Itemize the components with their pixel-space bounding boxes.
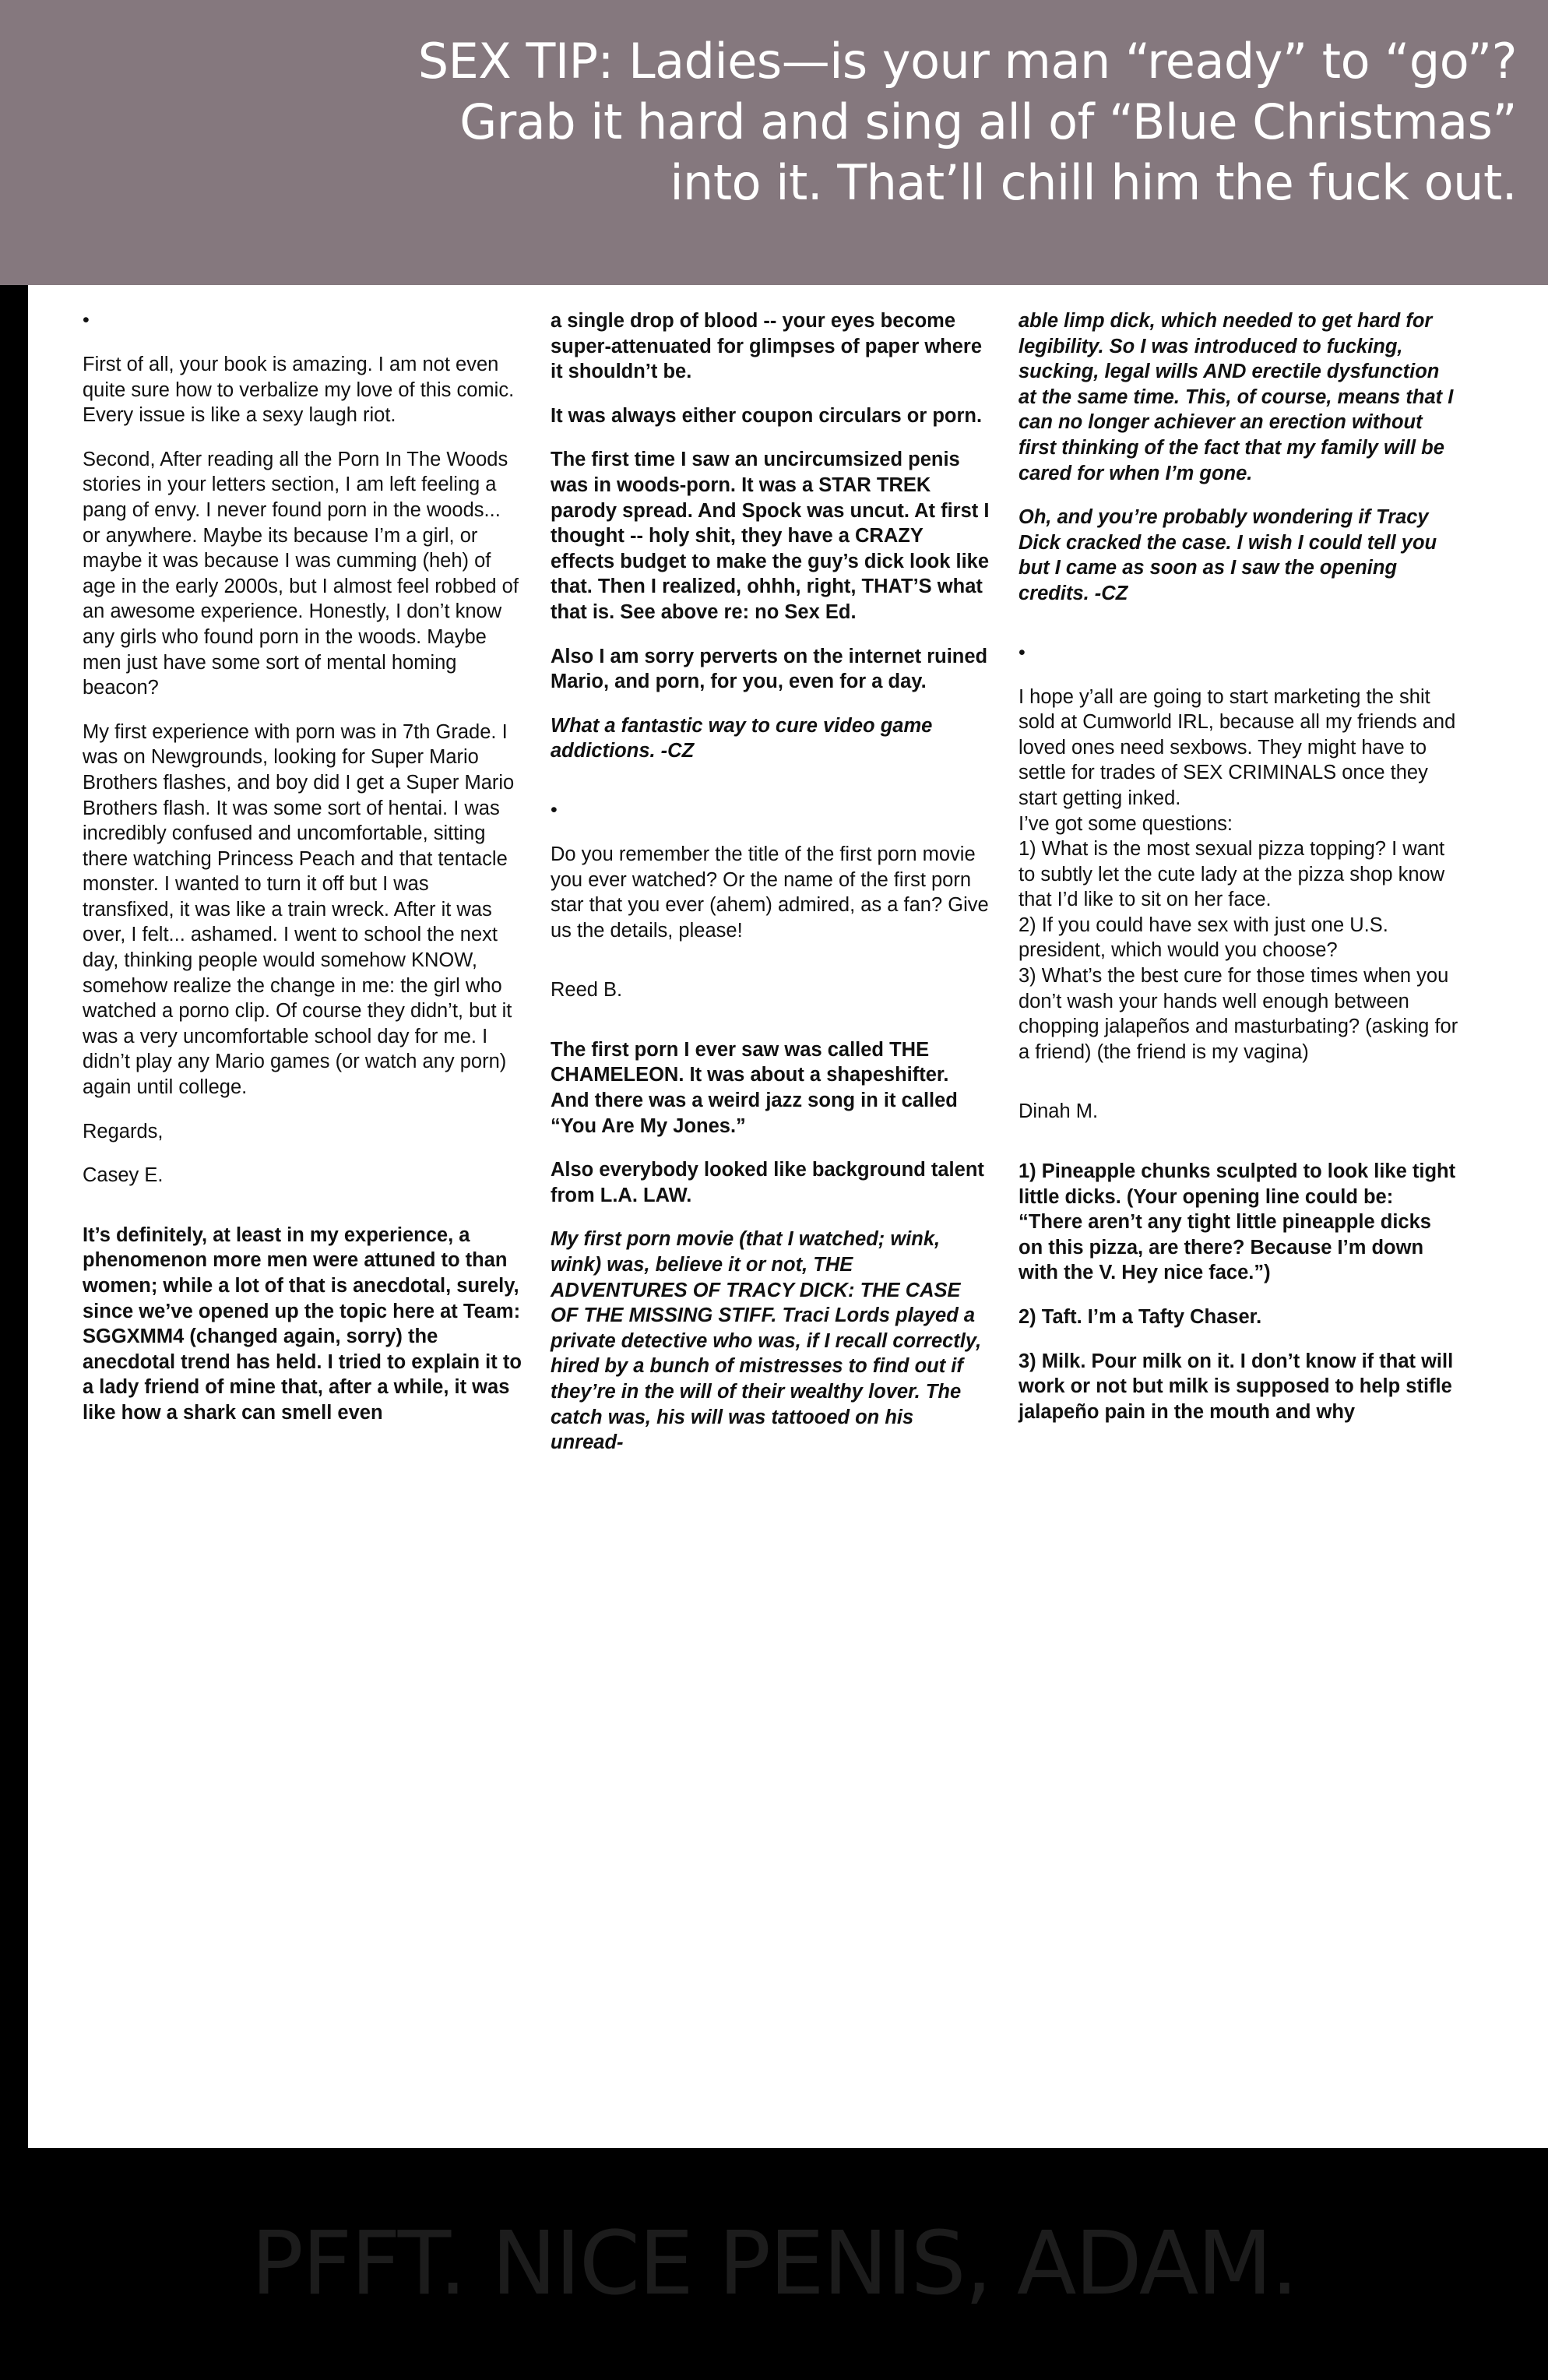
header-banner: [0, 0, 1548, 285]
editor-reply-paragraph: a single drop of blood -- your eyes become super-attenuated for glimpses of paper where it shouldn’t be.: [551, 310, 983, 383]
letters-columns: [28, 296, 1508, 2095]
letter-paragraph: I hope y’all are going to start marketing the shit sold at Cumworld IRL, because all my friends and loved ones need sexbows. They might have to settle for trades of SEX CRIMINALS once they start getting inked.: [1019, 685, 1456, 809]
letter-question: 2) If you could have sex with just one U.S. president, which would you choose?: [1019, 914, 1388, 962]
editor-reply-paragraph: 1) Pineapple chunks sculpted to look like tight little dicks. (Your opening line could be: “There aren’t any tight little pineapple dicks on this pizza, are there? Because I’m down with the V. Hey nice face.”): [1019, 1160, 1456, 1284]
editor-reply-paragraph: Also I am sorry perverts on the internet ruined Mario, and porn, for you, even for a day.: [551, 645, 988, 693]
editor-reply-paragraph: The first porn I ever saw was called THE CHAMELEON. It was about a shapeshifter. And there was a weird jazz song in it called “You Are My Jones.”: [551, 1038, 958, 1137]
bullet-marker: •: [1019, 641, 1026, 664]
footer-caption: PFFT. NICE PENIS, ADAM.: [251, 2213, 1297, 2315]
editor-reply-paragraph: The first time I saw an uncircumsized penis was in woods-porn. It was a STAR TREK parody spread. And Spock was uncut. At first I thought -- holy shit, they have a CRAZY effects budget to make the guy’s dick look like that. Then I realized, ohhh, right, THAT’S what that is. See above re: no Sex Ed.: [551, 449, 990, 623]
header-line-2: Grab it hard and sing all of “Blue Christmas”: [459, 93, 1517, 150]
letter-question: 1) What is the most sexual pizza topping? I want to subtly let the cute lady at the pizza shop know that I’d like to sit on her face.: [1019, 838, 1445, 911]
letter-paragraph: My first experience with porn was in 7th Grade. I was on Newgrounds, looking for Super Mario Brothers flashes, and boy did I get a Super Mario Brothers flash. It was some sort of hentai. I was incredibly confused and uncomfortable, sitting there watching Princess Peach and that tentacle monster. I wanted to turn it off but I was transfixed, it was like a train wreck. After it was over, I felt... ashamed. I went to school the next day, thinking people would somehow KNOW, somehow realize the change in me: the girl who watched a porno clip. Of course they didn’t, but it was a very uncomfortable school day for me. I didn’t play any Mario games (or watch any porn) again until college.: [83, 720, 515, 1099]
letter-paragraph: Do you remember the title of the first porn movie you ever watched? Or the name of the first porn star that you ever (ahem) admired, as a fan? Give us the details, please!: [551, 843, 989, 942]
letter-signature: Reed B.: [551, 979, 623, 1002]
letter-signature: Dinah M.: [1019, 1100, 1099, 1123]
letters-column-2: [551, 308, 990, 2095]
bullet-marker: •: [551, 798, 558, 821]
editor-reply-paragraph: It’s definitely, at least in my experience, a phenomenon more men were attuned to than women; while a lot of that is anecdotal, surely, since we’ve opened up the topic here at Team: SGGXMM4 (changed again, sorry) the anecdotal trend has held. I tried to explain it to a lady friend of mine that, after a while, it was like how a shark can smell even: [83, 1223, 522, 1424]
header-line-3: into it. That’ll chill him the fuck out.: [670, 154, 1517, 211]
editor-reply-paragraph: 2) Taft. I’m a Tafty Chaser.: [1019, 1306, 1262, 1328]
letter-paragraph: First of all, your book is amazing. I am not even quite sure how to verbalize my love of this comic. Every issue is like a sexy laugh riot.: [83, 354, 515, 427]
letter-paragraph: Second, After reading all the Porn In The Woods stories in your letters section, I am left feeling a pang of envy. I never found porn in the woods... or anywhere. Maybe its because I’m a girl, or maybe it was because I was cumming (heh) of age in the early 2000s, but I almost feel robbed of an awesome experience. Honestly, I don’t know any girls who found porn in the woods. Maybe men just have some sort of mental homing beacon?: [83, 448, 519, 699]
footer-banner: [0, 2148, 1548, 2380]
letters-column-3: [1019, 308, 1458, 2095]
editor-reply-paragraph: Also everybody looked like background talent from L.A. LAW.: [551, 1159, 984, 1206]
letter-question: 3) What’s the best cure for those times when you don’t wash your hands well enough between chopping jalapeños and masturbating? (asking for a friend) (the friend is my vagina): [1019, 965, 1458, 1063]
editor-signed-reply: What a fantastic way to cure video game addictions. -CZ: [551, 714, 933, 762]
editor-reply-paragraph: It was always either coupon circulars or porn.: [551, 404, 983, 427]
letter-signature: Casey E.: [83, 1164, 164, 1187]
editor-signed-reply: Oh, and you’re probably wondering if Tracy Dick cracked the case. I wish I could tell you but I came as soon as I saw the opening credits. -CZ: [1019, 506, 1437, 604]
page-left-gutter: [0, 0, 28, 2380]
editor-signed-reply: My first porn movie (that I watched; wink, wink) was, believe it or not, THE ADVENTURES OF TRACY DICK: THE CASE OF THE MISSING STIFF. Traci Lords played a private detective who was, if I recall correctly, hired by a bunch of mistresses to find out if they’re in the will of their wealthy lover. The catch was, his will was tattooed on his unread-: [551, 1228, 982, 1454]
bullet-marker: •: [83, 309, 90, 331]
letter-paragraph: I’ve got some questions:: [1019, 812, 1233, 835]
editor-reply-paragraph: 3) Milk. Pour milk on it. I don’t know if that will work or not but milk is supposed to help stifle jalapeño pain in the mouth and why: [1019, 1350, 1454, 1423]
editor-signed-reply: able limp dick, which needed to get hard for legibility. So I was introduced to fucking, sucking, legal wills AND erectile dysfunction at the same time. This, of course, means that I can no longer achiever an erection without first thinking of the fact that my family will be cared for when I’m gone.: [1019, 310, 1454, 484]
letters-column-1: [83, 308, 522, 2095]
letter-signoff: Regards,: [83, 1120, 164, 1142]
header-line-1: SEX TIP: Ladies—is your man “ready” to “go”?: [417, 33, 1517, 90]
